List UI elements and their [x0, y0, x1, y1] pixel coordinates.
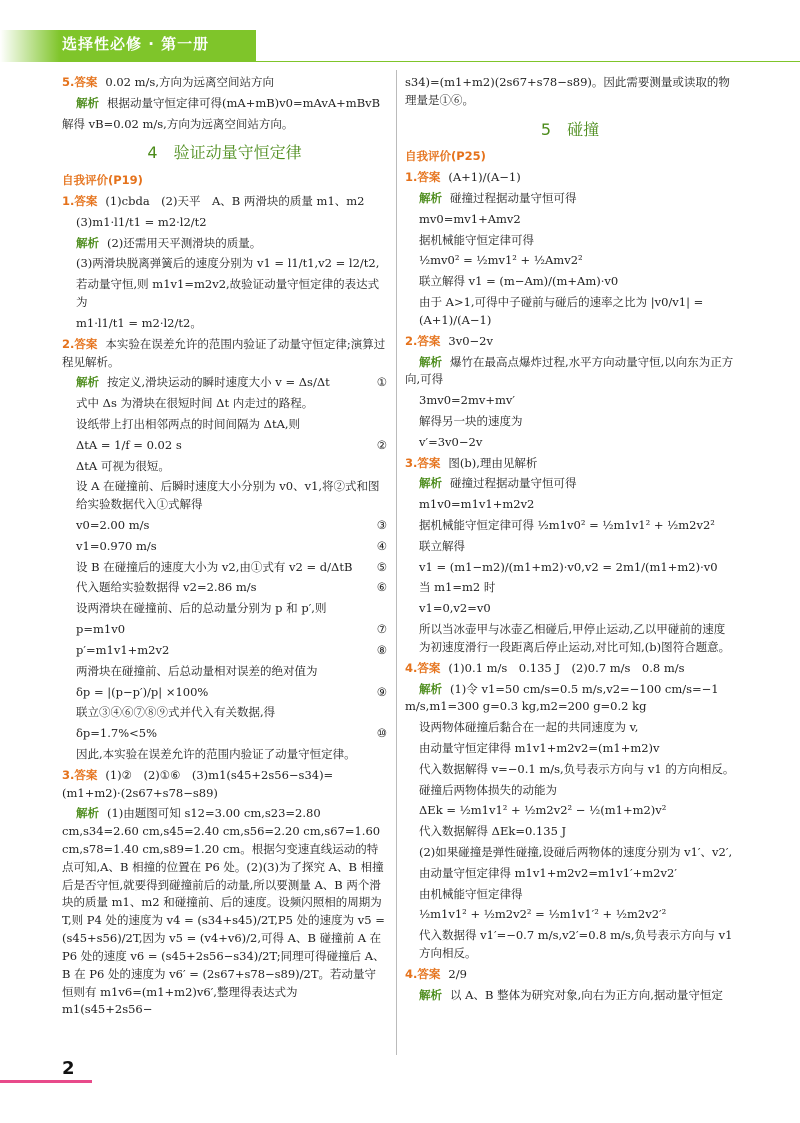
explanation-block [405, 475, 735, 493]
equation-number: ① [376, 375, 387, 390]
header-rule [256, 61, 800, 62]
left-column [62, 74, 387, 1022]
explanation-label: 解析 [419, 681, 442, 696]
equation-text: v1=0.970 m/s [76, 538, 157, 553]
explanation-block [62, 805, 387, 1019]
paragraph-text: 0.02 m/s,方向为远离空间站方向 [105, 75, 274, 89]
paragraph-line: 据机械能守恒定律可得 ½m1v0² = ½m1v1² + ½m2v2² [419, 518, 715, 533]
equation-number: ② [376, 437, 387, 452]
answer-block [405, 966, 735, 984]
paragraph-line: 由动量守恒定律得 m1v1+m2v2=m1v1′+m2v2′ [419, 865, 677, 880]
paragraph-line: ½mv0² = ½mv1² + ½Amv2² [419, 253, 583, 268]
paragraph-text: (1)令 v1=50 cm/s=0.5 m/s,v2=−100 cm/s=−1 m/s,m1=300 g=0.3 kg,m2=200 g=0.2 kg [405, 681, 719, 714]
explanation-block [405, 190, 735, 208]
paragraph-text: 碰撞过程据动量守恒可得 [450, 191, 577, 206]
paragraph-line: 碰撞后两物体损失的动能为 [419, 782, 557, 797]
equation-number: ④ [376, 538, 387, 553]
equation-text: p=m1v0 [76, 622, 126, 637]
equation-text: p′=m1v1+m2v2 [76, 642, 170, 657]
paragraph-line: ½m1v1² + ½m2v2² = ½m1v1′² + ½m2v2′² [419, 907, 667, 922]
paragraph-line: m1·l1/t1 = m2·l2/t2。 [76, 315, 202, 330]
paragraph-text: (2)还需用天平测滑块的质量。 [107, 235, 262, 250]
paragraph-text: 爆竹在最高点爆炸过程,水平方向动量守恒,以向东为正方向,可得 [405, 354, 734, 387]
answer-block [62, 74, 387, 92]
equation-number: ⑥ [376, 580, 387, 595]
answer-label: 2.答案 [405, 333, 441, 348]
equation-line [62, 374, 387, 392]
paragraph-line: 由动量守恒定律得 m1v1+m2v2=(m1+m2)v [419, 740, 660, 755]
equation-line [62, 538, 387, 556]
explanation-block [405, 681, 735, 717]
equation-number: ⑩ [376, 726, 387, 741]
paragraph-line: ΔtA 可视为很短。 [76, 458, 170, 473]
paragraph-line: 当 m1=m2 时 [419, 580, 496, 595]
page-number-underline [0, 1080, 92, 1083]
explanation-label: 解析 [419, 987, 442, 1002]
equation-line [62, 579, 387, 597]
paragraph-text: 2/9 [448, 966, 467, 981]
paragraph-text: 根据动量守恒定律可得(mA+mB)v0=mAvA+mBvB [107, 95, 381, 110]
paragraph-line: 由机械能守恒定律得 [419, 886, 523, 901]
explanation-label: 解析 [76, 375, 99, 390]
equation-text: 代入题给实验数据得 v2=2.86 m/s [76, 580, 257, 595]
equation-number: ⑨ [376, 684, 387, 699]
paragraph-line: 联立解得 [419, 538, 465, 553]
explanation-label: 解析 [419, 191, 442, 206]
equation-line [62, 621, 387, 639]
paragraph-line: 设两滑块在碰撞前、后的总动量分别为 p 和 p′,则 [76, 601, 327, 616]
answer-block [405, 333, 735, 351]
answer-block [62, 767, 387, 803]
paragraph-line: 代入数据解得 ΔEk=0.135 J [419, 824, 567, 839]
equation-line [62, 559, 387, 577]
answer-label: 3.答案 [405, 455, 441, 470]
paragraph-text: (A+1)/(A−1) [448, 170, 521, 185]
equation-text: 设 B 在碰撞后的速度大小为 v2,由①式有 v2 = d/ΔtB [76, 559, 353, 574]
paragraph-line: v1 = (m1−m2)/(m1+m2)·v0,v2 = 2m1/(m1+m2)·v0 [419, 559, 718, 574]
equation-line [62, 725, 387, 743]
paragraph-text: 以 A、B 整体为研究对象,向右为正方向,据动量守恒定 [450, 987, 723, 1002]
header-title: 选择性必修 · 第一册 [62, 35, 210, 53]
answer-label: 4.答案 [405, 966, 441, 981]
explanation-label: 解析 [419, 354, 442, 369]
paragraph-line: 由于 A>1,可得中子碰前与碰后的速率之比为 |v0/v1| = (A+1)/(A−1) [419, 295, 704, 327]
equation-number: ⑧ [376, 642, 387, 657]
equation-number: ⑤ [376, 559, 387, 574]
explanation-label: 解析 [76, 95, 99, 110]
equation-text: v0=2.00 m/s [76, 518, 150, 533]
paragraph-line: 若动量守恒,则 m1v1=m2v2,故验证动量守恒定律的表达式为 [76, 277, 380, 310]
paragraph-text: 碰撞过程据动量守恒可得 [450, 476, 577, 491]
answer-label: 2.答案 [62, 336, 98, 351]
page-number: 2 [62, 1058, 75, 1079]
explanation-label: 解析 [76, 806, 99, 821]
paragraph-line: 设两物体碰撞后黏合在一起的共同速度为 v, [419, 720, 639, 735]
paragraph-text: (1)0.1 m/s 0.135 J (2)0.7 m/s 0.8 m/s [448, 660, 685, 675]
paragraph-line: 据机械能守恒定律可得 [419, 232, 534, 247]
equation-text: ΔtA = 1/f = 0.02 s [76, 437, 182, 452]
equation-text: 按定义,滑块运动的瞬时速度大小 v = Δs/Δt [107, 375, 330, 390]
paragraph-line: s34)=(m1+m2)(2s67+s78−s89)。因此需要测量或读取的物理量是①⑥。 [405, 75, 730, 107]
answer-label: 5.答案 [62, 75, 98, 89]
answer-label: 1.答案 [405, 170, 441, 185]
paragraph-line: ΔEk = ½m1v1² + ½m2v2² − ½(m1+m2)v² [419, 803, 667, 818]
paragraph-line: (2)如果碰撞是弹性碰撞,设碰后两物体的速度分别为 v1′、v2′, [419, 845, 733, 860]
column-divider [396, 70, 397, 1055]
answer-block [62, 193, 387, 211]
explanation-block [62, 95, 387, 113]
paragraph-line: 所以当冰壶甲与冰壶乙相碰后,甲停止运动,乙以甲碰前的速度为初速度滑行一段距离后停止运动,对比可知,(b)图符合题意。 [419, 622, 731, 654]
paragraph-line: m1v0=m1v1+m2v2 [419, 497, 535, 512]
equation-line [62, 642, 387, 660]
explanation-block [405, 354, 735, 390]
paragraph-line: 式中 Δs 为滑块在很短时间 Δt 内走过的路程。 [76, 396, 314, 411]
paragraph-line: 联立③④⑥⑦⑧⑨式并代入有关数据,得 [76, 705, 276, 720]
section-title: 4 验证动量守恒定律 [147, 143, 302, 163]
explanation-label: 解析 [76, 235, 99, 250]
paragraph-line: 代入数据解得 v=−0.1 m/s,负号表示方向与 v1 的方向相反。 [419, 761, 735, 776]
paragraph-text: 图(b),理由见解析 [448, 455, 538, 470]
paragraph-line: 设纸带上打出相邻两点的时间间隔为 ΔtA,则 [76, 416, 301, 431]
equation-line [62, 684, 387, 702]
paragraph-line: v′=3v0−2v [419, 434, 483, 449]
paragraph-line: 因此,本实验在误差允许的范围内验证了动量守恒定律。 [76, 746, 356, 761]
header-bar [0, 30, 256, 62]
header-fade [0, 30, 60, 62]
explanation-label: 解析 [419, 476, 442, 491]
equation-line [62, 517, 387, 535]
section-title: 5 碰撞 [540, 119, 600, 139]
equation-line [62, 437, 387, 455]
answer-label: 4.答案 [405, 660, 441, 675]
answer-label: 1.答案 [62, 194, 98, 209]
paragraph-line: 解得另一块的速度为 [419, 413, 523, 428]
answer-label: 3.答案 [62, 767, 98, 782]
paragraph-line: 解得 vB=0.02 m/s,方向为远离空间站方向。 [62, 116, 294, 131]
answer-block [405, 169, 735, 187]
paragraph-text: 本实验在误差允许的范围内验证了动量守恒定律;演算过程见解析。 [62, 336, 386, 369]
paragraph-line: 3mv0=2mv+mv′ [419, 393, 516, 408]
paragraph-line: 设 A 在碰撞前、后瞬时速度大小分别为 v0、v1,将②式和图给实验数据代入①式解得 [76, 479, 380, 512]
paragraph-line: mv0=mv1+Amv2 [419, 211, 521, 226]
self-assessment-heading: 自我评价(P25) [405, 149, 486, 164]
equation-number: ③ [376, 518, 387, 533]
answer-block [405, 455, 735, 473]
paragraph-line: 代入数据得 v1′=−0.7 m/s,v2′=0.8 m/s,负号表示方向与 v1 方向相反。 [419, 928, 733, 961]
paragraph-line: 两滑块在碰撞前、后总动量相对误差的绝对值为 [76, 663, 318, 678]
paragraph-line: (3)两滑块脱离弹簧后的速度分别为 v1 = l1/t1,v2 = l2/t2, [76, 256, 380, 271]
paragraph-text: 3v0−2v [448, 333, 493, 348]
paragraph-text: (1)由题图可知 s12=3.00 cm,s23=2.80 cm,s34=2.60 cm,s45=2.40 cm,s56=2.20 cm,s67=1.60 cm,s78=1.40 cm,s89=1.20 cm。根据匀变速直线运动的特点可知,A、B 相撞的位置在 P6 处。(2)(3)为了探究 A、B 相撞后是否守恒,就要得到碰撞前后的动量,所以要测量 A、B 两个滑块的质量 m1、m2 和碰撞前、后的速度。设频闪照相的周期为 T,则 P4 处的速度为 v4 = (s34+s45)/2T,P5 处的速度为 v5 = (s45+s56)/2T,因为 v5 = (v4+v6)/2,可得 A、B 碰撞前 A 在 P6 处的速度 v6 = (s45+2s56−s34)/2T;同理可得碰撞后 A、B 在 P6 处的速度为 v6′ = (2s67+s78−s89)/2T。若动量守恒则有 m1v6=(m1+m2)v6′,整理得表达式为 m1(s45+2s56− [62, 806, 385, 1017]
explanation-block [62, 235, 387, 253]
answer-block [405, 660, 735, 678]
paragraph-line: v1=0,v2=v0 [419, 601, 491, 616]
answer-block [62, 336, 387, 372]
paragraph-text: (1)② (2)①⑥ (3)m1(s45+2s56−s34)=(m1+m2)·(2s67+s78−s89) [62, 767, 334, 800]
self-assessment-heading: 自我评价(P19) [62, 173, 143, 188]
paragraph-text: (1)cbda (2)天平 A、B 两滑块的质量 m1、m2 [105, 194, 365, 209]
right-column [405, 74, 735, 1008]
explanation-block [405, 987, 735, 1005]
paragraph-line: 联立解得 v1 = (m−Am)/(m+Am)·v0 [419, 274, 619, 289]
equation-text: δp=1.7%<5% [76, 726, 158, 741]
equation-text: δp = |(p−p′)/p| ×100% [76, 684, 209, 699]
paragraph-line: (3)m1·l1/t1 = m2·l2/t2 [76, 214, 207, 229]
equation-number: ⑦ [376, 622, 387, 637]
